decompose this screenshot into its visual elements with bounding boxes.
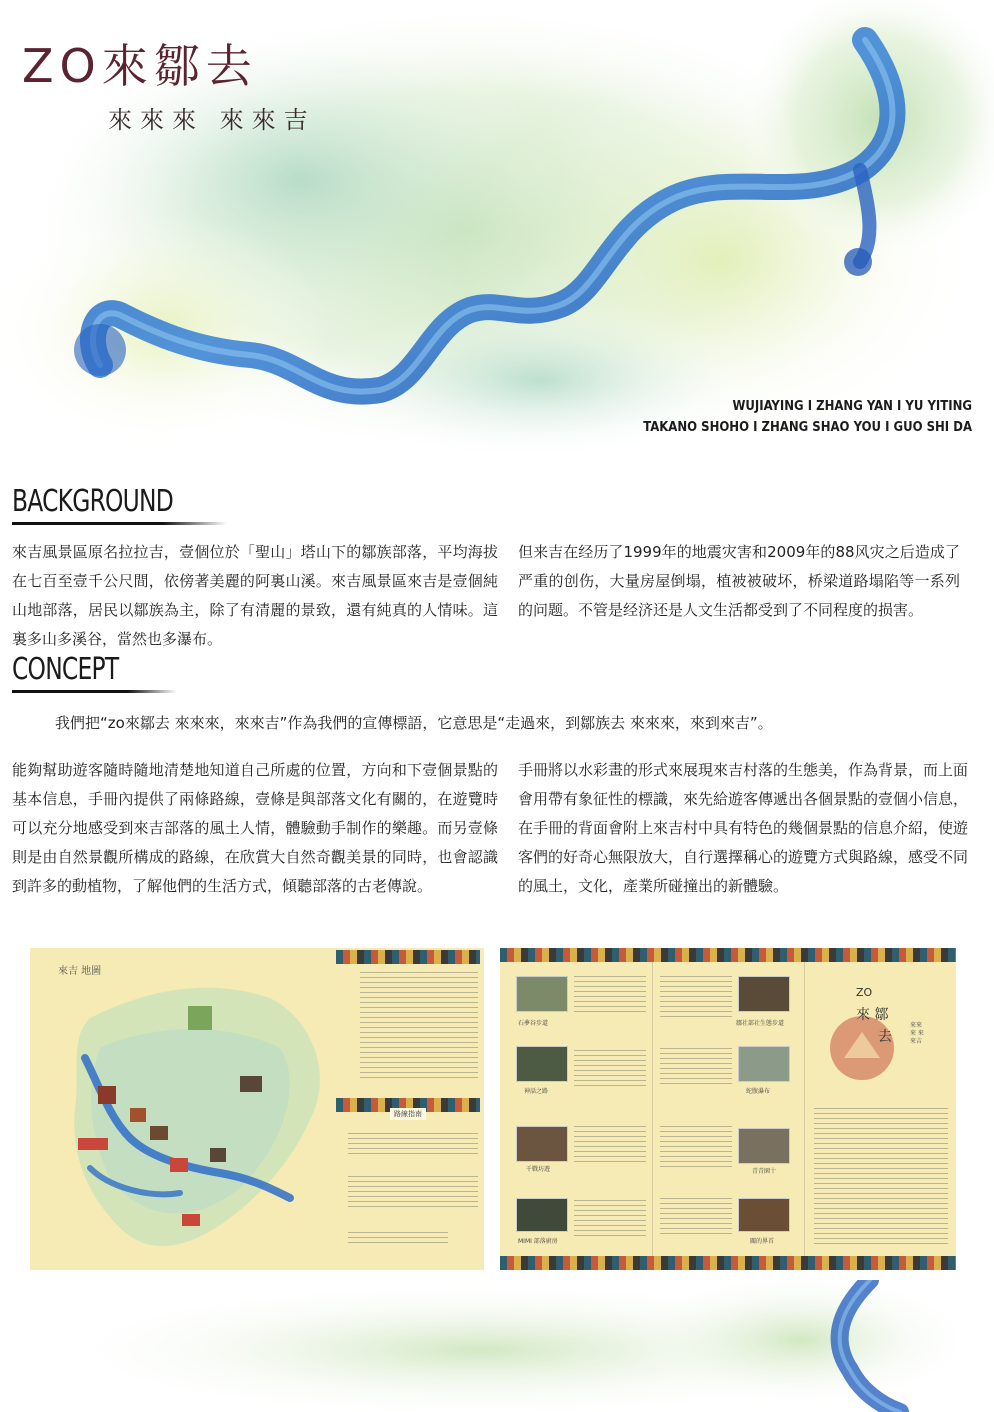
concept-underline — [12, 690, 177, 693]
cover-title-2: 來 鄒 — [856, 1007, 889, 1023]
photo-thumb — [516, 1198, 568, 1232]
photo-caption: 千戰坊遊 — [526, 1166, 551, 1173]
photo-thumb — [738, 1128, 790, 1164]
photo-caption: 石夢谷步道 — [518, 1020, 549, 1027]
photo-caption: MIMI 部落廚房 — [518, 1238, 558, 1245]
credits-line-2: TAKANO SHOHO I ZHANG SHAO YOU I GUO SHI DA — [643, 420, 972, 435]
info-text — [660, 1198, 732, 1238]
background-text-right: 但来吉在经历了1999年的地震灾害和2009年的88风灾之后造成了严重的创伤，大量房屋倒塌，植被被破坏，桥梁道路塌陷等一系列的问题。不管是经济还是人文生活都受到了不同程度的损害。 — [518, 543, 960, 619]
concept-slogan: 我們把“zo來鄒去 來來來，來來吉”作為我們的宣傳標語，它意思是“走過來，到鄒族去 來來來，來到來吉”。 — [55, 714, 773, 732]
village-map — [30, 958, 330, 1268]
cover-subtitle: 來來來 來來吉 — [910, 1022, 924, 1045]
bottom-watercolor — [0, 1280, 994, 1412]
info-text — [574, 1200, 646, 1236]
photo-caption: 蛇腹瀑布 — [746, 1088, 771, 1095]
photo-caption: 關的界首 — [750, 1238, 775, 1245]
background-text-left: 來吉風景區原名拉拉吉，壹個位於「聖山」塔山下的鄒族部落，平均海拔在七百至壹千公尺間，依傍著美麗的阿裏山溪。來吉風景區來吉是壹個純山地部落，居民以鄒族為主，除了有清麗的景致，還有純真的人情味。這裏多山多溪谷，當然也多瀑布。 — [12, 543, 498, 648]
bottom-watercolor-art — [0, 1280, 994, 1412]
photo-thumb — [516, 976, 568, 1012]
concept-text-right: 手冊將以水彩畫的形式來展現來吉村落的生態美，作為背景，而上面會用帶有象征性的標識，來先給遊客傳遞出各個景點的壹個小信息，在手冊的背面會附上來吉村中具有特色的幾個景點的信息介紹，使遊客們的好奇心無限放大，自行選擇稱心的遊覽方式與路線，感受不同的風土，文化，產業所碰撞出的新體驗。 — [518, 761, 969, 895]
photo-caption: 神話之路 — [524, 1088, 549, 1095]
info-text — [574, 1126, 646, 1166]
photo-thumb — [516, 1046, 568, 1082]
credits — [643, 396, 972, 438]
page-subtitle: 來來來 來來吉 — [108, 106, 316, 134]
photo-thumb — [738, 976, 790, 1012]
credits-line-1: WUJIAYING I ZHANG YAN I YU YITING — [732, 399, 972, 414]
hero-watercolor — [0, 0, 994, 470]
info-text — [574, 976, 646, 1014]
route-list-3 — [348, 1232, 448, 1244]
info-text — [660, 976, 732, 1020]
pattern-band-bottom — [500, 1256, 956, 1270]
info-text — [660, 1126, 732, 1170]
brochure-map-panel — [30, 948, 484, 1270]
photo-thumb — [738, 1198, 790, 1232]
pattern-band — [336, 950, 480, 964]
routes-label: 路線指南 — [390, 1108, 426, 1120]
map-label: 來吉 地圖 — [58, 966, 102, 977]
route-list-2 — [348, 1176, 478, 1208]
background-heading: BACKGROUND — [12, 484, 173, 519]
cover-title-3: 去 — [878, 1029, 892, 1045]
info-text — [660, 1048, 732, 1088]
cover-info-text — [814, 1108, 948, 1248]
page-title: ZO來鄒去 — [22, 39, 258, 93]
brochure-info-panel — [500, 948, 956, 1270]
photo-caption: 青青園十 — [752, 1168, 777, 1175]
fold-line — [804, 962, 805, 1256]
info-text — [574, 1050, 646, 1088]
photo-caption: 鄒社部社生態步道 — [736, 1020, 785, 1027]
legend-list — [360, 972, 478, 1082]
concept-text-left: 能夠幫助遊客隨時隨地清楚地知道自己所處的位置，方向和下壹個景點的基本信息，手冊內提供了兩條路線，壹條是與部落文化有關的，在遊覽時可以充分地感受到來吉部落的風土人情，體驗動手制作的樂趣。而另壹條則是由自然景觀所構成的路線，在欣賞大自然奇觀美景的同時，也會認識到許多的動植物，了解他們的生活方式，傾聽部落的古老傳說。 — [12, 761, 498, 895]
pattern-band-top — [500, 948, 956, 962]
background-underline — [12, 522, 227, 525]
photo-thumb — [516, 1126, 568, 1162]
cover-title-1: ZO — [856, 986, 873, 999]
route-list-1 — [348, 1133, 478, 1157]
concept-heading: CONCEPT — [12, 652, 119, 687]
fold-line — [652, 962, 653, 1256]
photo-thumb — [738, 1046, 790, 1082]
